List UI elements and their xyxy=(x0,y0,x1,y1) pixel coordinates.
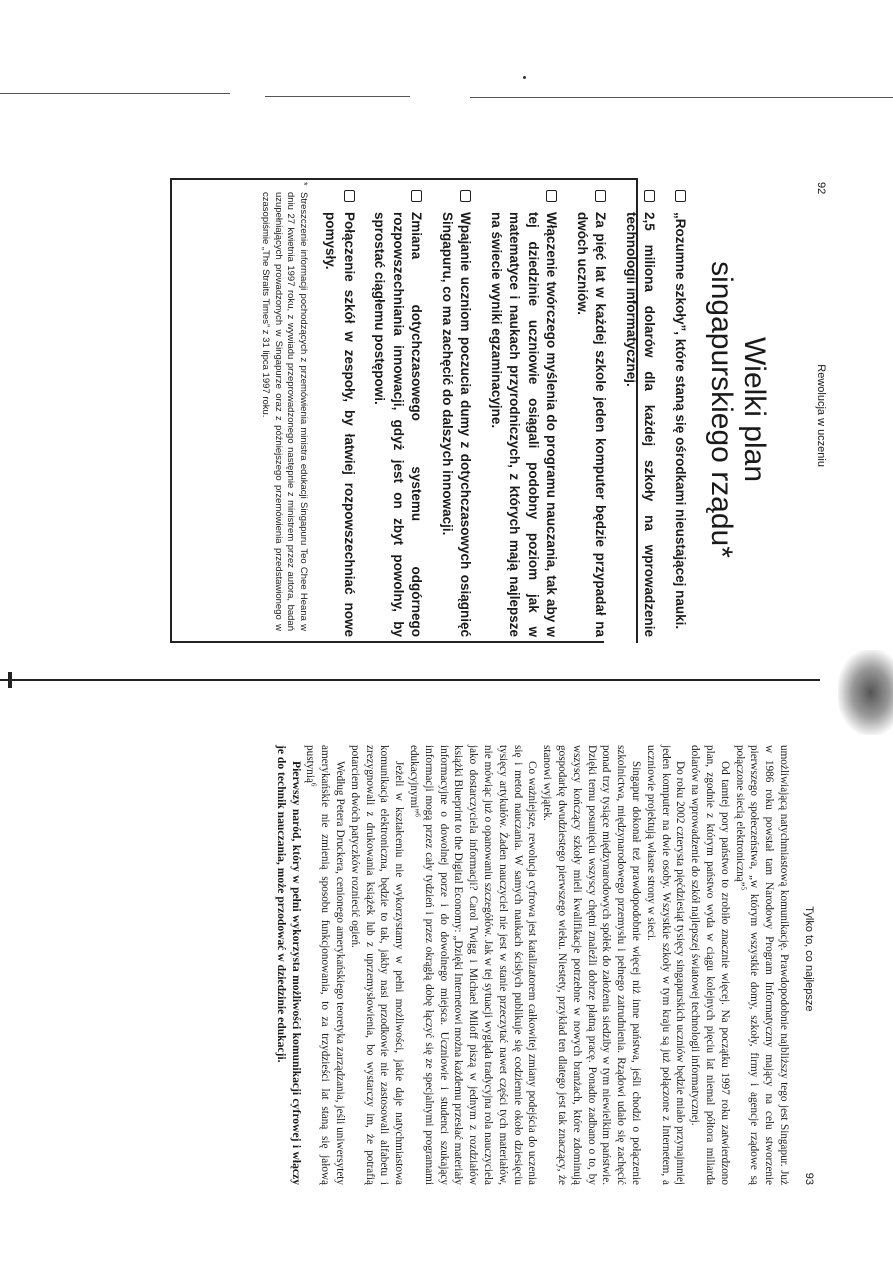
body-paragraph xyxy=(687,745,731,1185)
footnote-ref: 5 xyxy=(739,886,748,891)
right-page-header xyxy=(803,745,815,1185)
footnote-text: Streszczenie informacji pochodzących z przemówienia ministra edukacji Singapuru Teo Chee Heana w dniu 27 kwietnia 1997 roku, z wywiadu przeprowadzonego następnie z ministrem przez autora, badań uzupełniających prowadzonych w Singapurze oraz z późniejszego przemówienia przedstawionego w czasopiśmie „The Straits Times” z 31 lipca 1997 roku. xyxy=(260,192,309,631)
scan-smudge xyxy=(838,650,893,735)
checkbox-bullet-icon xyxy=(596,190,607,202)
checkbox-bullet-icon xyxy=(645,190,656,202)
footnote xyxy=(259,182,309,631)
list-item: 2,5 miliona dolarów dla każdej szkoły na wprowadzenie technologii informatycznej. xyxy=(622,190,659,637)
title-line-1: Wielki plan xyxy=(738,336,771,483)
paragraph-text: Jeżeli w kształceniu nie wykorzystamy w pełni możliwości, jakie daje natychmiastowa komunikacja elektroniczna, będzie to tak, jakby nasi przodkowie nie zastosowali alfabetu i zrezygnowali z drukowania książek lub z uprzemysłowienia, bo wystarczy im, że potrafią potarciem dwóch patyczków rozniecić ogień. xyxy=(348,745,406,1185)
body-text xyxy=(273,745,791,1185)
list-item: Wpajanie uczniom poczucia dumy z dotychczasowych osiągnięć Singapuru, co ma zachęcić do dalszych innowacji. xyxy=(438,190,475,637)
scan-edge-line xyxy=(470,97,893,98)
scan-speck xyxy=(523,76,526,79)
boxed-title xyxy=(705,182,771,637)
list-item: Zmiana dotychczasowego systemu odgórnego rozpowszechniania innowacji, gdyż jest on zbyt powolny, by sprostać ciągłemu postępowi. xyxy=(370,190,426,637)
plan-bullet-list xyxy=(321,190,689,637)
left-page xyxy=(177,182,827,637)
body-paragraph xyxy=(643,745,687,1185)
page-number-left: 92 xyxy=(815,182,827,195)
paragraph-text: Od tamtej pory państwo to zrobiło znacznie więcej. Na początku 1997 roku zatwierdzono plan, zgodnie z którym państwo wyda w ciągu kolejnych pięciu lat niemal półtora miliarda dolarów na wprowadzenie do szkół najlepszej światowej technologii informatycznej. xyxy=(689,745,731,1185)
left-page-header xyxy=(815,182,827,637)
paragraph-text: Pierwszy naród, który w pełni wykorzysta możliwości komunikacji cyfrowej i włączy je do technik nauczania, może przodować w dziedzinie edukacji. xyxy=(274,745,303,1185)
footnote-ref: 6 xyxy=(413,813,422,817)
boxed-panel-frame-edge xyxy=(170,641,604,643)
gutter-mark xyxy=(8,672,12,688)
body-paragraph xyxy=(347,745,406,1185)
running-head-right: Tylko to, co najlepsze xyxy=(803,906,815,1012)
paragraph-text: umożliwiającą natychmiastową komunikację. Prawdopodobnie najbliższy tego jest Singapur. Już w 1986 roku powstał tam Narodowy Program Informatyczny mający na celu stworzenie pierwszego społeczeństwa, „w którym wszystkie domy, szkoły, firmy i agencje rządowe są połączone siecią elektroniczną” xyxy=(733,745,790,1185)
checkbox-bullet-icon xyxy=(344,190,355,202)
checkbox-bullet-icon xyxy=(461,190,472,202)
book-gutter-line xyxy=(0,679,820,681)
body-paragraph xyxy=(273,745,303,1185)
body-paragraph xyxy=(539,745,643,1185)
scan-edge-line xyxy=(265,96,410,97)
footnote-mark: * xyxy=(298,182,309,186)
body-paragraph xyxy=(303,745,347,1185)
checkbox-bullet-icon xyxy=(675,190,686,202)
body-paragraph xyxy=(406,745,539,1185)
list-item: Włączenie twórczego myślenia do programu nauczania, tak aby w tej dziedzinie uczniowie osiągali podobny poziom jak w matematyce i naukach przyrodniczych, z których mają najlepsze na świecie wyniki egzaminacyjne. xyxy=(487,190,561,637)
paragraph-text: Do roku 2002 czterysta pięćdziesiąt tysięcy singapurskich uczniów będzie miało przynajmniej jeden komputer na dwie osoby. Wszystkie szkoły w tym kraju są już połączone z Internetem, a uczniowie projektują własne strony w sieci. xyxy=(644,745,687,1185)
running-head-left: Rewolucja w uczeniu xyxy=(815,364,827,467)
checkbox-bullet-icon xyxy=(547,190,558,202)
paragraph-text: Według Petera Druckera, cenionego amerykańskiego teoretyka zarządzania, jeśli uniwersytety amerykańskie nie zmienią sposobu funkcjonowania, to za trzydzieści lat staną się jałową pustynią xyxy=(304,745,347,1185)
title-line-2: singapurskiego rządu* xyxy=(705,261,738,558)
list-item: Połączenie szkół w zespoły, by łatwiej rozpowszechniać nowe pomysły. xyxy=(321,190,358,637)
scan-edge-line xyxy=(0,93,230,94)
page-number-right: 93 xyxy=(803,1172,815,1185)
right-page xyxy=(55,745,815,1185)
footnote-ref: 6 xyxy=(310,782,319,787)
paragraph-text: Co ważniejsze, rewolucja cyfrowa jest katalizatorem całkowitej zmiany podejścia do uczenia się i metod nauczania. W samych naukach ścisłych publikuje się codziennie około dziesięciu tysięcy artykułów. Żaden nauczyciel nie jest w stanie przeczytać nawet części tych materiałów, nie mówiąc już o opanowaniu szczegółów. Jak w tej sytuacji wygląda tradycyjna rola nauczyciela jako dostarczyciela informacji? Carol Twigg i Michael Miloff piszą w jednym z rozdziałów książki Blueprint to the Digital Economy: „Dzięki Internetowi można każdemu przesłać materiały informacyjne o dowolnej porze i do dowolnego miejsca. Uczniowie i studenci szukający informacji mogą przez cały tydzień i przez okrągłą dobę łączyć się ze specjalnymi programami edukacyjnymi” xyxy=(408,745,539,1185)
list-item: „Rozumne szkoły”, które staną się ośrodkami nieustającej nauki. xyxy=(671,190,690,637)
checkbox-bullet-icon xyxy=(412,190,423,202)
body-paragraph xyxy=(732,745,791,1185)
list-item: Za pięć lat w każdej szkole jeden komputer będzie przypadał na dwóch uczniów. xyxy=(573,190,610,637)
paragraph-text: Singapur dokonał też prawdopodobnie więcej niż inne państwa, jeśli chodzi o połączenie szkolnictwa, międzynarodowego przemysłu i pełnego zatrudnienia. Rządowi udało się zachęcić ponad trzy tysiące międzynarodowych spółek do założenia siedziby w tym niewielkim państwie. Dzięki temu posunięciu wszyscy chętni znaleźli dobrze płatną pracę. Ponadto zadbano o to, by wszyscy kończący szkoły mieli kwalifikacje potrzebne w nowych branżach, które zdominują gospodarkę dwudziestego pierwszego wieku. Niestety, przykład ten dlatego jest tak znaczący, że stanowi wyjątek. xyxy=(541,745,643,1185)
